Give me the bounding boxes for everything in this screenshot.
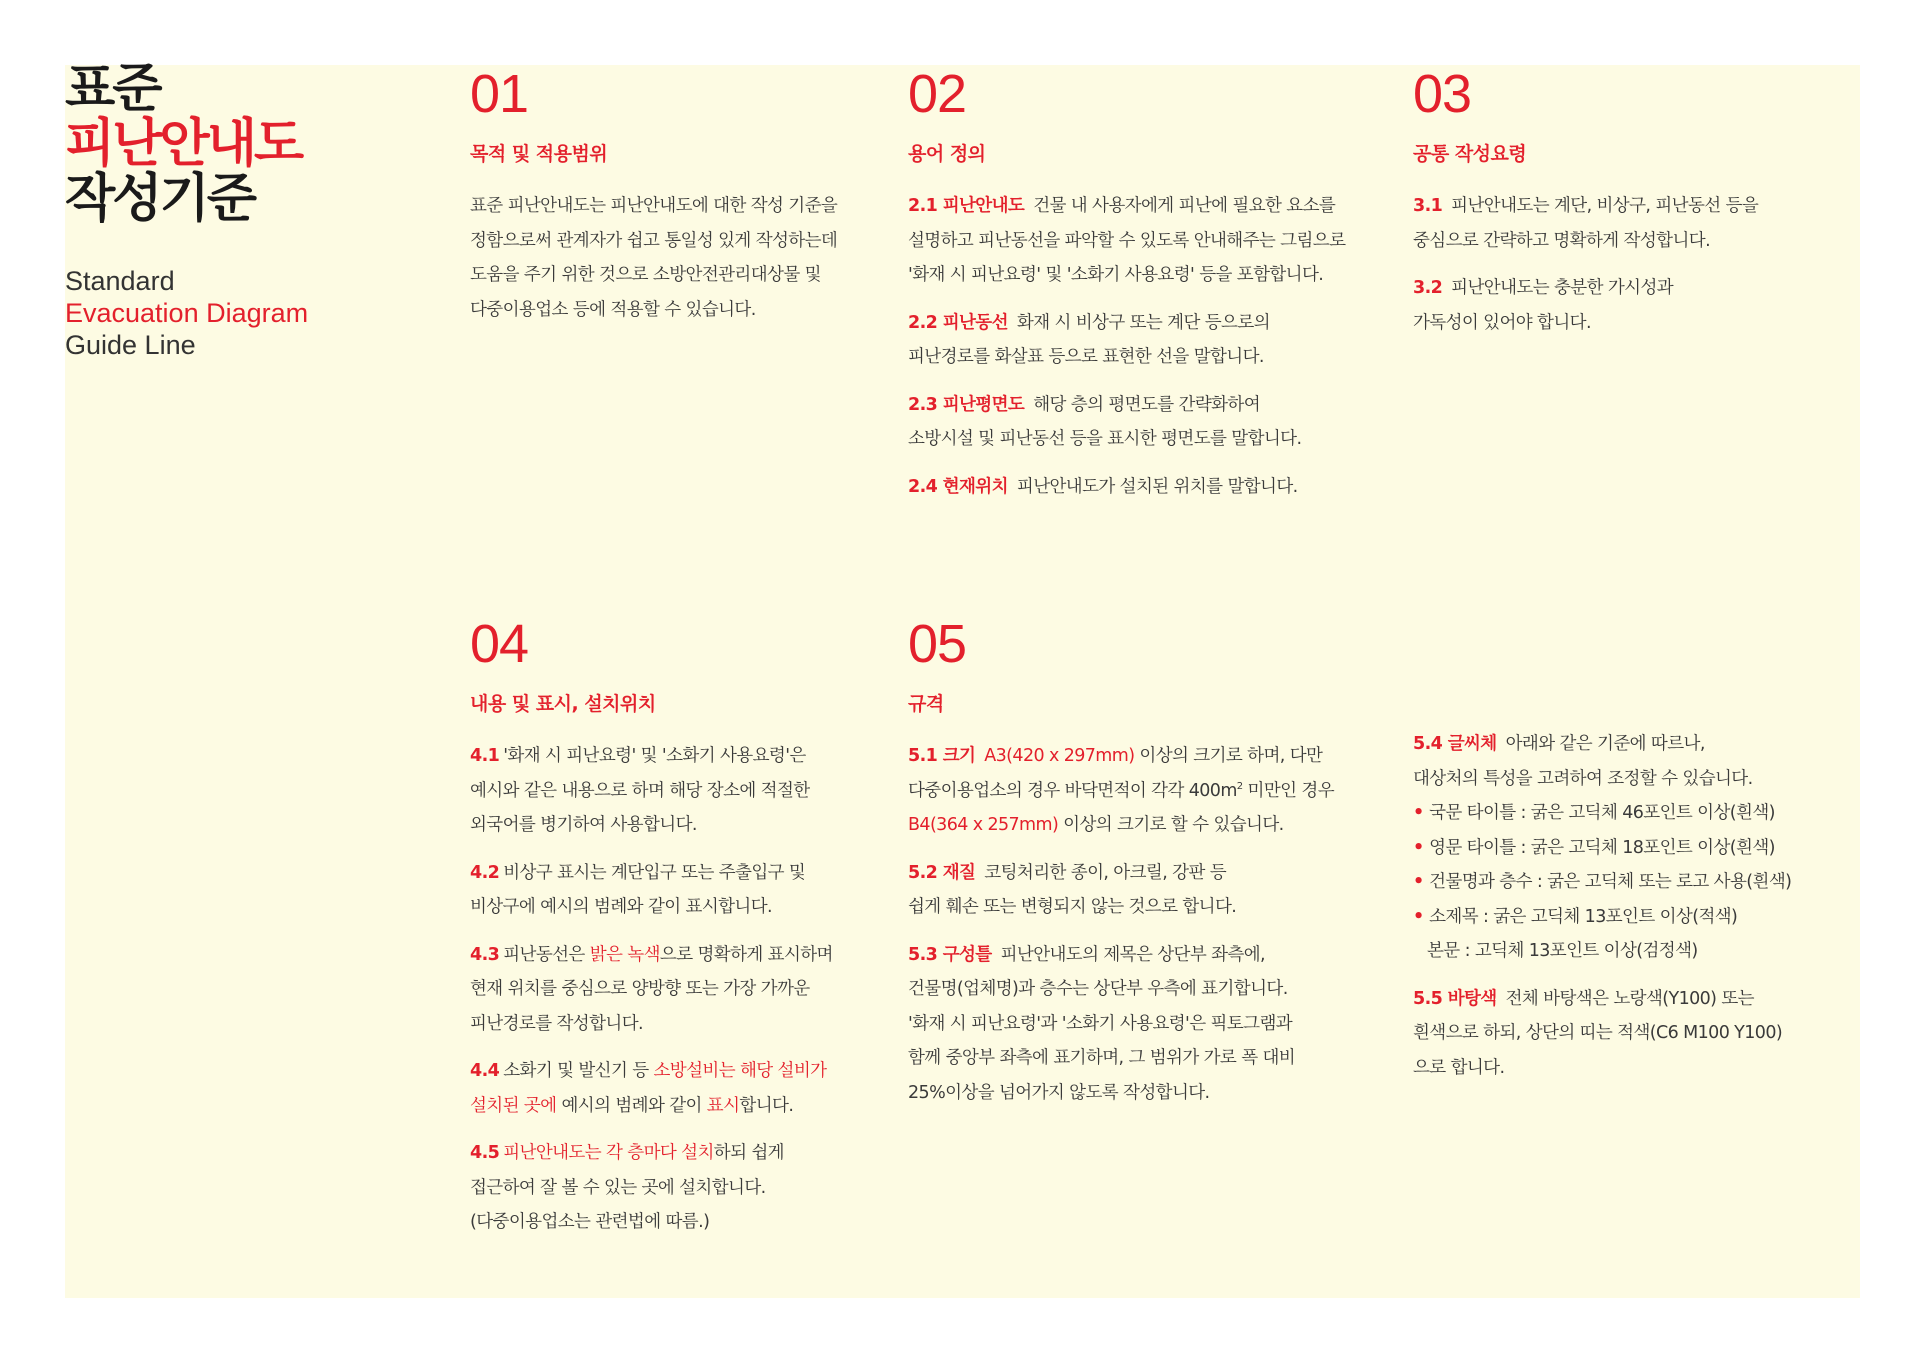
item-highlight: B4(364 x 257mm) — [908, 815, 1059, 835]
item-text: 으로 명확하게 표시하며 — [659, 944, 833, 965]
item-text: 흰색으로 하되, 상단의 띠는 적색(C6 M100 Y100) — [1413, 1023, 1783, 1043]
item-lead: 3.2 — [1413, 278, 1443, 298]
item-lead: 4.3 — [470, 944, 500, 965]
item-text: 접근하여 잘 볼 수 있는 곳에 설치합니다. — [470, 1177, 766, 1198]
item-text: 이상의 크기로 하며, 다만 — [1134, 746, 1323, 766]
item-lead: 2.1 피난안내도 — [908, 196, 1025, 216]
definition-item-2-1 — [908, 189, 1378, 293]
item-lead: 4.4 — [470, 1061, 500, 1081]
item-text: 예시와 같은 내용으로 하며 해당 장소에 적절한 — [470, 780, 810, 801]
rule-item-4-4 — [470, 1054, 890, 1123]
item-lead: 5.3 구성틀 — [908, 944, 992, 965]
section-body — [908, 189, 1378, 504]
item-text: 화재 시 비상구 또는 계단 등으로의 — [1016, 312, 1270, 333]
item-text: 피난경로를 작성합니다. — [470, 1013, 643, 1034]
section-number: 05 — [908, 614, 967, 674]
rule-item-4-1 — [470, 739, 890, 843]
item-text: 함께 중앙부 좌측에 표기하며, 그 범위가 가로 폭 대비 — [908, 1048, 1296, 1068]
title-en-line-1: Standard — [65, 266, 175, 296]
body-line: 도움을 주기 위한 것으로 소방안전관리대상물 및 — [470, 265, 821, 285]
item-text: 쉽게 훼손 또는 변형되지 않는 것으로 합니다. — [908, 897, 1237, 917]
section-05-continued — [1413, 727, 1853, 1085]
item-text: 미만인 경우 — [1242, 780, 1334, 801]
item-text: 현재 위치를 중심으로 양방향 또는 가장 가까운 — [470, 979, 810, 999]
item-text: '화재 시 피난요령' 및 '소화기 사용요령' 등을 포함합니다. — [908, 265, 1324, 285]
title-korean — [65, 59, 308, 229]
item-text: 피난안내도는 충분한 가시성과 — [1451, 278, 1674, 298]
title-ko-line-1: 표준 — [65, 59, 160, 119]
section-body — [1413, 727, 1853, 1085]
item-text: 소방시설 및 피난동선 등을 표시한 평면도를 말합니다. — [908, 429, 1302, 449]
item-text: 해당 층의 평면도를 간략화하여 — [1033, 394, 1261, 415]
item-text: 코팅처리한 종이, 아크릴, 강판 등 — [984, 862, 1227, 883]
bullet-item: • 소제목 : 굵은 고딕체 13포인트 이상(적색) — [1413, 900, 1853, 935]
section-body — [470, 189, 880, 327]
item-text: 합니다. — [739, 1095, 794, 1116]
title-en-line-3: Guide Line — [65, 330, 196, 360]
section-heading: 목적 및 적용범위 — [470, 143, 608, 165]
item-text: 가독성이 있어야 합니다. — [1413, 312, 1591, 333]
section-01 — [470, 66, 880, 327]
item-lead: 4.2 — [470, 862, 500, 883]
rule-item-3-2 — [1413, 271, 1833, 340]
section-heading: 공통 작성요령 — [1413, 143, 1527, 165]
title-en-line-2: Evacuation Diagram — [65, 298, 309, 328]
item-text: 으로 합니다. — [1413, 1057, 1505, 1078]
item-lead: 5.4 글씨체 — [1413, 734, 1497, 754]
item-text: 비상구에 예시의 범례와 같이 표시합니다. — [470, 897, 772, 917]
bullet-item: • 건물명과 층수 : 굵은 고딕체 또는 로고 사용(흰색) — [1413, 865, 1853, 900]
item-lead: 5.2 재질 — [908, 862, 976, 883]
item-text: 하되 쉽게 — [713, 1143, 784, 1163]
definition-item-2-2 — [908, 306, 1378, 375]
item-text: 예시의 범례와 같이 — [556, 1095, 707, 1116]
item-highlight: 밝은 녹색 — [589, 944, 660, 965]
section-number: 02 — [908, 64, 967, 124]
item-lead: 5.1 크기 — [908, 746, 976, 766]
rule-item-4-3 — [470, 938, 890, 1042]
item-text: 25%이상을 넘어가지 않도록 작성합니다. — [908, 1082, 1210, 1103]
item-text: 대상처의 특성을 고려하여 조정할 수 있습니다. — [1413, 768, 1753, 789]
spec-item-5-3 — [908, 938, 1378, 1111]
item-lead: 3.1 — [1413, 196, 1443, 216]
item-text: 설명하고 피난동선을 파악할 수 있도록 안내해주는 그림으로 — [908, 230, 1346, 251]
rule-item-3-1 — [1413, 189, 1833, 258]
item-text: '화재 시 피난요령'과 '소화기 사용요령'은 픽토그램과 — [908, 1013, 1293, 1034]
item-text: 소화기 및 발신기 등 — [503, 1061, 654, 1081]
item-text: 전체 바탕색은 노랑색(Y100) 또는 — [1505, 988, 1754, 1009]
bullet-continuation: 본문 : 고딕체 13포인트 이상(검정색) — [1427, 941, 1698, 961]
section-body — [470, 739, 890, 1240]
definition-item-2-4 — [908, 470, 1378, 505]
section-03 — [1413, 66, 1833, 340]
item-lead: 2.2 피난동선 — [908, 312, 1008, 333]
spec-item-5-2 — [908, 856, 1378, 925]
item-highlight: 피난안내도는 각 층마다 설치 — [503, 1143, 714, 1163]
bullet-item: • 국문 타이틀 : 굵은 고딕체 46포인트 이상(흰색) — [1413, 796, 1853, 831]
item-text: 다중이용업소의 경우 바닥면적이 각각 400m — [908, 780, 1237, 801]
section-body — [1413, 189, 1833, 340]
title-block — [65, 59, 309, 361]
item-highlight: 설치된 곳에 — [470, 1095, 557, 1116]
section-number: 04 — [470, 614, 529, 674]
item-highlight: A3(420 x 297mm) — [984, 746, 1135, 766]
item-text: '화재 시 피난요령' 및 '소화기 사용요령'은 — [503, 746, 806, 766]
definition-item-2-3 — [908, 388, 1378, 457]
item-text: 피난안내도의 제목은 상단부 좌측에, — [1000, 944, 1266, 965]
item-text: (다중이용업소는 관련법에 따름.) — [470, 1212, 710, 1232]
item-text: 피난동선은 — [503, 944, 590, 965]
item-text: 비상구 표시는 계단입구 또는 주출입구 및 — [503, 862, 806, 883]
title-english — [65, 265, 308, 361]
item-lead: 4.5 — [470, 1143, 500, 1163]
section-number: 03 — [1413, 64, 1472, 124]
section-number: 01 — [470, 64, 529, 124]
section-body — [908, 739, 1378, 1110]
section-04 — [470, 616, 890, 1240]
section-heading: 규격 — [908, 693, 944, 715]
superscript: 2 — [1236, 780, 1243, 792]
item-text: 건물명(업체명)과 층수는 상단부 우측에 표기합니다. — [908, 979, 1288, 999]
spec-item-5-5 — [1413, 982, 1853, 1086]
section-heading: 용어 정의 — [908, 143, 986, 165]
item-lead: 2.3 피난평면도 — [908, 394, 1025, 415]
rule-item-4-2 — [470, 856, 890, 925]
item-text: 중심으로 간략하고 명확하게 작성합니다. — [1413, 230, 1711, 251]
body-line: 표준 피난안내도는 피난안내도에 대한 작성 기준을 — [470, 196, 838, 216]
item-text: 이상의 크기로 할 수 있습니다. — [1058, 815, 1284, 835]
body-line: 다중이용업소 등에 적용할 수 있습니다. — [470, 299, 756, 320]
section-heading: 내용 및 표시, 설치위치 — [470, 693, 656, 715]
item-text: 피난안내도는 계단, 비상구, 피난동선 등을 — [1451, 196, 1759, 216]
item-highlight: 소방설비는 해당 설비가 — [653, 1061, 827, 1081]
item-text: 외국어를 병기하여 사용합니다. — [470, 815, 697, 835]
item-text: 건물 내 사용자에게 피난에 필요한 요소를 — [1033, 196, 1336, 216]
section-05 — [908, 616, 1378, 1110]
title-ko-line-3: 작성기준 — [65, 169, 254, 229]
item-text: 피난경로를 화살표 등으로 표현한 선을 말합니다. — [908, 347, 1264, 367]
body-line: 정함으로써 관계자가 쉽고 통일성 있게 작성하는데 — [470, 230, 838, 251]
item-text: 피난안내도가 설치된 위치를 말합니다. — [1016, 476, 1298, 497]
item-text: 아래와 같은 기준에 따르나, — [1505, 734, 1705, 754]
item-lead: 2.4 현재위치 — [908, 476, 1008, 497]
item-lead: 4.1 — [470, 746, 500, 766]
item-lead: 5.5 바탕색 — [1413, 988, 1497, 1009]
spec-item-5-1 — [908, 739, 1378, 843]
section-02 — [908, 66, 1378, 504]
bullet-item: • 영문 타이틀 : 굵은 고딕체 18포인트 이상(흰색) — [1413, 831, 1853, 866]
spec-item-5-4 — [1413, 727, 1853, 969]
title-ko-line-2: 피난안내도 — [65, 114, 302, 174]
item-highlight: 표시 — [706, 1095, 740, 1116]
rule-item-4-5 — [470, 1136, 890, 1240]
